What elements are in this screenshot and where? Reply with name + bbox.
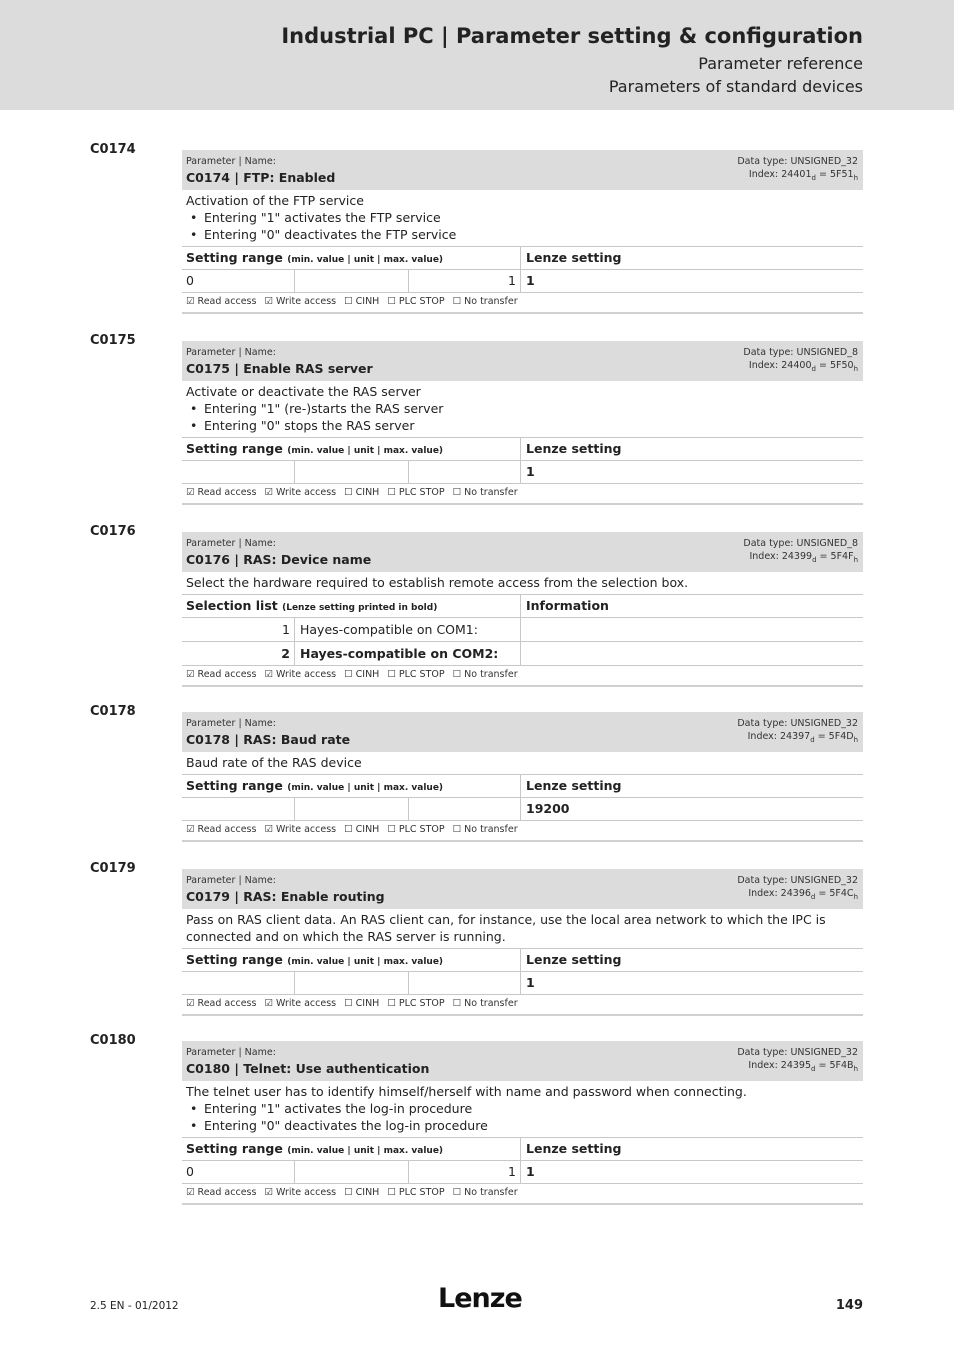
setting-range-values: [182, 461, 863, 484]
access-flags: ☑ Read access ☑ Write access ☐ CINH ☐ PLC STOP ☐ No transfer: [182, 293, 863, 314]
min-value: [182, 461, 295, 483]
param-description: Pass on RAS client data. An RAS client can, for instance, use the local area network to which the IPC is connected and on which the RAS server is running.: [182, 909, 863, 949]
param-header: [182, 532, 863, 572]
param-name-caption: Parameter | Name:: [186, 156, 276, 167]
param-description: Activate or deactivate the RAS server • Entering "1" (re-)starts the RAS server • Entering "0" stops the RAS server: [182, 381, 863, 438]
param-index: Index: $24400_d = 5F50_h$: [748, 360, 858, 373]
data-type: Data type: UNSIGNED_8: [743, 347, 858, 358]
param-name-caption: Parameter | Name:: [186, 1047, 276, 1058]
setting-range-header: Setting range (min. value | unit | max. value) Lenze setting: [182, 775, 863, 798]
max-value: 1: [409, 270, 521, 292]
access-flags: ☑ Read access ☑ Write access ☐ CINH ☐ PLC STOP ☐ No transfer: [182, 1184, 863, 1205]
param-name: C0180 | Telnet: Use authentication: [186, 1061, 430, 1076]
param-index: Index: $24401_d = 5F51_h$: [748, 169, 858, 182]
selection-option: 1 Hayes-compatible on COM1:: [182, 618, 863, 642]
param-index: Index: $24395_d = 5F4B_h$: [748, 1060, 858, 1073]
param-code-label: C0178: [90, 704, 136, 719]
param-block-c0179: [182, 869, 863, 1016]
bullet-item: • Entering "0" deactivates the FTP service: [204, 226, 859, 243]
min-value: 0: [182, 1161, 295, 1183]
param-code-label: C0179: [90, 861, 136, 876]
setting-range-header: Setting range (min. value | unit | max. value) Lenze setting: [182, 438, 863, 461]
lenze-setting-value: 19200: [526, 801, 570, 816]
unit-value: [295, 270, 409, 292]
data-type: Data type: UNSIGNED_32: [737, 718, 858, 729]
param-index: Index: $24399_d = 5F4F_h$: [749, 551, 858, 564]
section-title: Parameter reference: [698, 54, 863, 73]
setting-range-values: [182, 798, 863, 821]
unit-value: [295, 972, 409, 994]
param-index: Index: $24396_d = 5F4C_h$: [748, 888, 858, 901]
param-block-c0175: [182, 341, 863, 505]
document-version: 2.5 EN - 01/2012: [90, 1300, 179, 1312]
min-value: [182, 798, 295, 820]
setting-range-values: [182, 972, 863, 995]
page-header: [0, 0, 954, 110]
max-value: [409, 798, 521, 820]
data-type: Data type: UNSIGNED_8: [743, 538, 858, 549]
param-block-c0178: [182, 712, 863, 842]
param-name-caption: Parameter | Name:: [186, 718, 276, 729]
param-name: C0175 | Enable RAS server: [186, 361, 373, 376]
param-header: [182, 869, 863, 909]
page-number: 149: [835, 1298, 863, 1313]
access-flags: ☑ Read access ☑ Write access ☐ CINH ☐ PLC STOP ☐ No transfer: [182, 484, 863, 505]
setting-range-values: [182, 1161, 863, 1184]
bullet-item: • Entering "1" activates the FTP service: [204, 209, 859, 226]
param-header: [182, 712, 863, 752]
param-code-label: C0180: [90, 1033, 136, 1048]
param-block-c0180: [182, 1041, 863, 1205]
selection-list-header: Selection list (Lenze setting printed in bold) Information: [182, 595, 863, 618]
param-name: C0174 | FTP: Enabled: [186, 170, 336, 185]
bullet-item: • Entering "0" deactivates the log-in procedure: [204, 1117, 859, 1134]
param-code-label: C0174: [90, 142, 136, 157]
data-type: Data type: UNSIGNED_32: [737, 1047, 858, 1058]
bullet-item: • Entering "1" activates the log-in procedure: [204, 1100, 859, 1117]
access-flags: ☑ Read access ☑ Write access ☐ CINH ☐ PLC STOP ☐ No transfer: [182, 821, 863, 842]
param-description: Activation of the FTP service • Entering "1" activates the FTP service • Entering "0" deactivates the FTP service: [182, 190, 863, 247]
data-type: Data type: UNSIGNED_32: [737, 875, 858, 886]
lenze-setting-value: 1: [526, 464, 535, 479]
param-name: C0176 | RAS: Device name: [186, 552, 372, 567]
min-value: [182, 972, 295, 994]
access-flags: ☑ Read access ☑ Write access ☐ CINH ☐ PLC STOP ☐ No transfer: [182, 995, 863, 1016]
param-name-caption: Parameter | Name:: [186, 347, 276, 358]
setting-range-header: Setting range (min. value | unit | max. value) Lenze setting: [182, 1138, 863, 1161]
lenze-setting-value: 1: [526, 273, 535, 288]
max-value: [409, 972, 521, 994]
param-header: [182, 150, 863, 190]
param-code-label: C0175: [90, 333, 136, 348]
param-description: Select the hardware required to establish remote access from the selection box.: [182, 572, 863, 595]
page-title: Industrial PC | Parameter setting & configuration: [281, 24, 863, 48]
lenze-logo: Lenze: [438, 1283, 522, 1314]
min-value: 0: [182, 270, 295, 292]
selection-option-default: 2 Hayes-compatible on COM2:: [182, 642, 863, 666]
param-description: Baud rate of the RAS device: [182, 752, 863, 775]
unit-value: [295, 461, 409, 483]
param-name-caption: Parameter | Name:: [186, 875, 276, 886]
param-block-c0174: [182, 150, 863, 314]
data-type: Data type: UNSIGNED_32: [737, 156, 858, 167]
param-name-caption: Parameter | Name:: [186, 538, 276, 549]
max-value: [409, 461, 521, 483]
param-name: C0178 | RAS: Baud rate: [186, 732, 351, 747]
param-name: C0179 | RAS: Enable routing: [186, 889, 385, 904]
access-flags: ☑ Read access ☑ Write access ☐ CINH ☐ PLC STOP ☐ No transfer: [182, 666, 863, 687]
param-block-c0176: [182, 532, 863, 687]
param-code-label: C0176: [90, 524, 136, 539]
lenze-setting-value: 1: [526, 975, 535, 990]
unit-value: [295, 1161, 409, 1183]
setting-range-header: Setting range (min. value | unit | max. value) Lenze setting: [182, 949, 863, 972]
param-header: [182, 1041, 863, 1081]
unit-value: [295, 798, 409, 820]
lenze-setting-value: 1: [526, 1164, 535, 1179]
max-value: 1: [409, 1161, 521, 1183]
subsection-title: Parameters of standard devices: [608, 77, 863, 96]
param-header: [182, 341, 863, 381]
setting-range-values: [182, 270, 863, 293]
param-index: Index: $24397_d = 5F4D_h$: [747, 731, 858, 744]
param-description: The telnet user has to identify himself/herself with name and password when connecting. • Entering "1" activates the log-in procedure • Entering "0" deactivates the log-in procedure: [182, 1081, 863, 1138]
bullet-item: • Entering "1" (re-)starts the RAS server: [204, 400, 859, 417]
setting-range-header: Setting range (min. value | unit | max. value) Lenze setting: [182, 247, 863, 270]
bullet-item: • Entering "0" stops the RAS server: [204, 417, 859, 434]
